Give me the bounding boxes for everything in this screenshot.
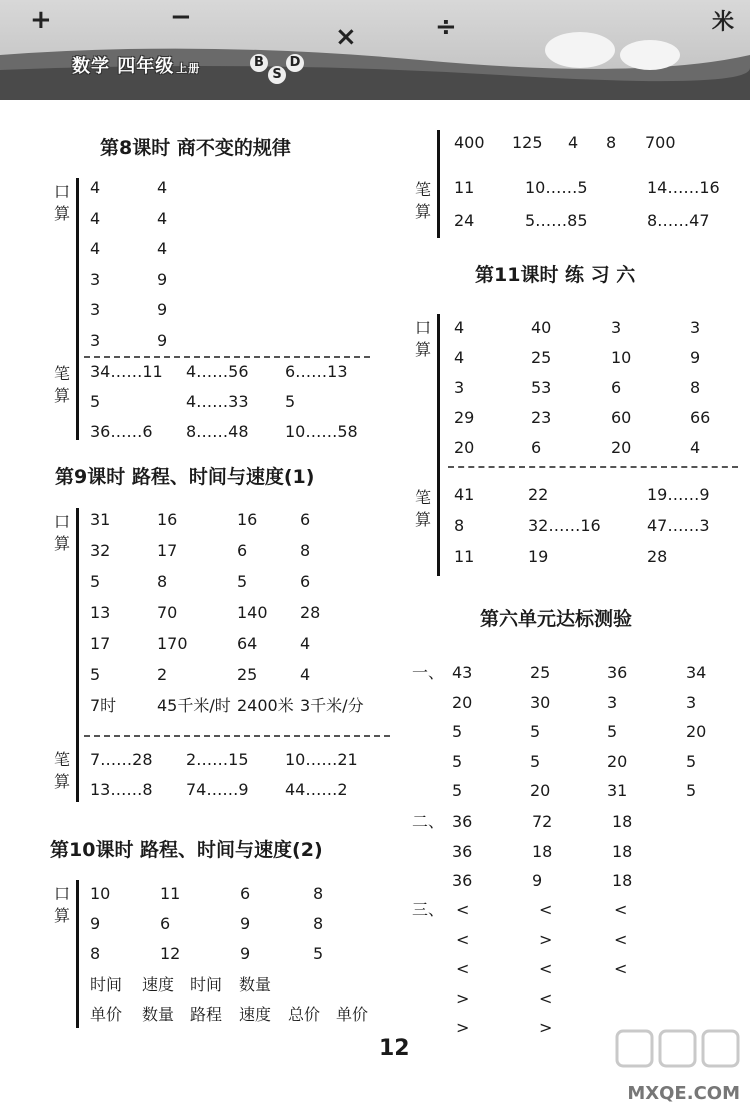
- bisuan-label: 笔: [53, 364, 70, 383]
- answer-cell: 9: [690, 348, 701, 367]
- answer-cell: 3: [90, 331, 101, 350]
- answer-cell: 5: [237, 572, 248, 591]
- answer-cell: 36……6: [90, 422, 153, 441]
- answer-cell: 10: [611, 348, 632, 367]
- answer-cell: 72: [532, 812, 553, 831]
- answer-cell: 13……8: [90, 780, 153, 799]
- answer-cell: 2: [157, 665, 168, 684]
- vertical-rule: [76, 508, 79, 802]
- answer-cell: 9: [240, 914, 251, 933]
- answer-cell: >: [456, 989, 470, 1008]
- answer-cell: 18: [612, 871, 633, 890]
- answer-cell: 3: [607, 693, 618, 712]
- answer-cell: 8: [313, 914, 324, 933]
- answer-cell: 9: [532, 871, 543, 890]
- answer-cell: 6: [300, 572, 311, 591]
- kousuan-label: 口: [53, 884, 70, 903]
- answer-cell: 4……56: [186, 362, 249, 381]
- answer-cell: 19……9: [647, 485, 710, 504]
- answer-cell: 20: [452, 693, 473, 712]
- answer-cell: 400: [454, 133, 485, 152]
- answer-cell: 6: [531, 438, 542, 457]
- lesson-9-title: 第9课时 路程、时间与速度(1): [55, 466, 315, 488]
- answer-cell: 5……85: [525, 211, 588, 230]
- answer-cell: 8: [313, 884, 324, 903]
- answer-cell: <: [456, 900, 470, 919]
- answer-cell: 23: [531, 408, 552, 427]
- answer-cell: 13: [90, 603, 111, 622]
- vertical-rule: [437, 314, 440, 576]
- lesson-8-title: 第8课时 商不变的规律: [100, 137, 291, 159]
- answer-cell: 6: [300, 510, 311, 529]
- watermark-text: MXQE.COM: [627, 1083, 740, 1104]
- answer-cell: 700: [645, 133, 676, 152]
- answer-cell: 29: [454, 408, 475, 427]
- answer-cell: 5: [313, 944, 324, 963]
- answer-cell: 47……3: [647, 516, 710, 535]
- kousuan-label: 算: [414, 340, 431, 359]
- answer-cell: 43: [452, 663, 473, 682]
- answer-cell: 28: [300, 603, 321, 622]
- answer-cell: 11: [454, 547, 475, 566]
- answer-cell: 速度: [239, 1005, 272, 1024]
- answer-cell: 5: [530, 722, 541, 741]
- answer-cell: 19: [528, 547, 549, 566]
- section-label-2: 二、: [412, 812, 445, 831]
- answer-cell: 10: [90, 884, 111, 903]
- answer-cell: 10……58: [285, 422, 358, 441]
- answer-cell: 9: [157, 331, 168, 350]
- answer-cell: 7时: [90, 696, 117, 715]
- lesson-11-title: 第11课时 练 习 六: [475, 264, 636, 286]
- answer-cell: 7……28: [90, 750, 153, 769]
- answer-cell: 9: [90, 914, 101, 933]
- answer-cell: 路程: [190, 1005, 223, 1024]
- unit-test-title: 第六单元达标测验: [480, 608, 633, 630]
- logo-letter-s: S: [268, 66, 286, 84]
- answer-cell: 8: [157, 572, 168, 591]
- answer-cell: 5: [90, 665, 101, 684]
- answer-cell: >: [456, 1018, 470, 1037]
- header-banner: [0, 0, 750, 105]
- answer-cell: 12: [160, 944, 181, 963]
- answer-cell: 2400米: [237, 696, 294, 715]
- bisuan-label: 算: [53, 772, 70, 791]
- answer-cell: 20: [686, 722, 707, 741]
- answer-cell: 3: [686, 693, 697, 712]
- answer-cell: 36: [452, 871, 473, 890]
- answer-cell: 8……47: [647, 211, 710, 230]
- answer-cell: 31: [90, 510, 111, 529]
- answer-cell: 25: [531, 348, 552, 367]
- answer-cell: 8: [454, 516, 465, 535]
- answer-cell: 6……13: [285, 362, 348, 381]
- bisuan-label: 笔: [53, 750, 70, 769]
- answer-cell: 数量: [142, 1005, 175, 1024]
- answer-cell: <: [614, 959, 628, 978]
- answer-cell: 66: [690, 408, 711, 427]
- answer-cell: 60: [611, 408, 632, 427]
- answer-cell: 20: [530, 781, 551, 800]
- answer-cell: 10……5: [525, 178, 588, 197]
- answer-cell: 20: [611, 438, 632, 457]
- answer-cell: 4: [690, 438, 701, 457]
- answer-cell: 36: [452, 812, 473, 831]
- answer-cell: 70: [157, 603, 178, 622]
- answer-cell: 4: [90, 209, 101, 228]
- answer-cell: 45千米/时: [157, 696, 231, 715]
- answer-cell: 8: [300, 541, 311, 560]
- answer-cell: 5: [452, 752, 463, 771]
- answer-cell: 4: [157, 178, 168, 197]
- answer-cell: 34: [686, 663, 707, 682]
- answer-cell: 3: [454, 378, 465, 397]
- answer-cell: 30: [530, 693, 551, 712]
- answer-cell: 4: [90, 239, 101, 258]
- answer-cell: 5: [607, 722, 618, 741]
- answer-cell: 31: [607, 781, 628, 800]
- answer-cell: 22: [528, 485, 549, 504]
- vertical-rule: [437, 130, 440, 238]
- dashed-divider: [448, 466, 738, 468]
- bisuan-label: 算: [53, 386, 70, 405]
- answer-cell: 9: [157, 270, 168, 289]
- answer-cell: <: [539, 959, 553, 978]
- answer-cell: 64: [237, 634, 258, 653]
- answer-cell: 4: [157, 239, 168, 258]
- answer-cell: 4: [568, 133, 579, 152]
- answer-cell: 5: [686, 752, 697, 771]
- answer-cell: 6: [237, 541, 248, 560]
- answer-cell: 28: [647, 547, 668, 566]
- answer-cell: 11: [454, 178, 475, 197]
- answer-cell: <: [614, 930, 628, 949]
- answer-cell: 时间: [90, 975, 123, 994]
- bisuan-label: 算: [414, 510, 431, 529]
- bisuan-label: 笔: [414, 488, 431, 507]
- answer-cell: 4: [454, 318, 465, 337]
- answer-cell: 14……16: [647, 178, 720, 197]
- answer-cell: 5: [686, 781, 697, 800]
- kousuan-label: 算: [53, 906, 70, 925]
- answer-cell: 3: [90, 270, 101, 289]
- logo-letter-d: D: [286, 54, 304, 72]
- answer-cell: 74……9: [186, 780, 249, 799]
- answer-cell: 16: [157, 510, 178, 529]
- answer-cell: >: [539, 1018, 553, 1037]
- vertical-rule: [76, 178, 79, 440]
- kousuan-label: 口: [53, 512, 70, 531]
- times-icon: ×: [335, 22, 357, 52]
- answer-cell: 3: [690, 318, 701, 337]
- answer-cell: 8: [90, 944, 101, 963]
- answer-cell: 170: [157, 634, 188, 653]
- answer-cell: 34……11: [90, 362, 163, 381]
- answer-cell: 18: [532, 842, 553, 861]
- answer-cell: 6: [160, 914, 171, 933]
- answer-cell: 25: [237, 665, 258, 684]
- answer-cell: <: [539, 989, 553, 1008]
- answer-cell: <: [539, 900, 553, 919]
- answer-cell: 5: [90, 392, 101, 411]
- banner-title: 数学 四年级 上册: [72, 56, 201, 77]
- answer-cell: 时间: [190, 975, 223, 994]
- answer-cell: 36: [607, 663, 628, 682]
- answer-cell: 4: [300, 665, 311, 684]
- answer-cell: 20: [607, 752, 628, 771]
- answer-cell: 3: [611, 318, 622, 337]
- answer-cell: 8: [690, 378, 701, 397]
- answer-cell: 10……21: [285, 750, 358, 769]
- answer-cell: 总价: [288, 1005, 321, 1024]
- answer-cell: 24: [454, 211, 475, 230]
- kousuan-label: 算: [53, 204, 70, 223]
- kousuan-label: 口: [53, 182, 70, 201]
- answer-cell: 6: [240, 884, 251, 903]
- answer-cell: 18: [612, 842, 633, 861]
- dashed-divider: [84, 735, 390, 737]
- logo-letter-b: B: [250, 54, 268, 72]
- vertical-rule: [76, 880, 79, 1028]
- page-number: 12: [379, 1036, 410, 1061]
- plus-icon: +: [30, 5, 52, 35]
- divide-icon: ÷: [435, 12, 457, 42]
- kousuan-label: 算: [53, 534, 70, 553]
- answer-cell: 单价: [336, 1005, 369, 1024]
- kousuan-label: 口: [414, 318, 431, 337]
- bisuan-label: 算: [414, 202, 431, 221]
- answer-cell: 6: [611, 378, 622, 397]
- answer-cell: 140: [237, 603, 268, 622]
- asterisk-icon: 米: [712, 10, 735, 35]
- answer-cell: 20: [454, 438, 475, 457]
- answer-cell: 3千米/分: [300, 696, 364, 715]
- answer-cell: 18: [612, 812, 633, 831]
- answer-cell: 4: [157, 209, 168, 228]
- answer-cell: 36: [452, 842, 473, 861]
- dashed-divider: [84, 356, 370, 358]
- answer-cell: 速度: [142, 975, 175, 994]
- answer-cell: 4: [454, 348, 465, 367]
- answer-cell: 数量: [239, 975, 272, 994]
- answer-cell: 32: [90, 541, 111, 560]
- answer-cell: 4: [90, 178, 101, 197]
- answer-cell: 44……2: [285, 780, 348, 799]
- answer-cell: 17: [90, 634, 111, 653]
- section-label-1: 一、: [412, 663, 445, 682]
- answer-cell: 9: [240, 944, 251, 963]
- answer-cell: >: [539, 930, 553, 949]
- minus-icon: −: [170, 2, 192, 32]
- answer-cell: 5: [452, 781, 463, 800]
- answer-cell: 8……48: [186, 422, 249, 441]
- answer-cell: 2……15: [186, 750, 249, 769]
- answer-cell: 25: [530, 663, 551, 682]
- answer-cell: <: [456, 959, 470, 978]
- answer-cell: 3: [90, 300, 101, 319]
- answer-cell: 5: [452, 722, 463, 741]
- answer-cell: 4: [300, 634, 311, 653]
- answer-cell: 40: [531, 318, 552, 337]
- answer-cell: 单价: [90, 1005, 123, 1024]
- answer-cell: 125: [512, 133, 543, 152]
- answer-cell: 9: [157, 300, 168, 319]
- lesson-10-title: 第10课时 路程、时间与速度(2): [50, 839, 323, 861]
- answer-cell: 5: [90, 572, 101, 591]
- answer-cell: 5: [285, 392, 296, 411]
- answer-cell: 8: [606, 133, 617, 152]
- bisuan-label: 笔: [414, 180, 431, 199]
- answer-cell: 41: [454, 485, 475, 504]
- answer-cell: 32……16: [528, 516, 601, 535]
- answer-cell: 53: [531, 378, 552, 397]
- answer-cell: 4……33: [186, 392, 249, 411]
- answer-cell: 17: [157, 541, 178, 560]
- answer-cell: 5: [530, 752, 541, 771]
- section-label-3: 三、: [412, 900, 445, 919]
- answer-cell: 16: [237, 510, 258, 529]
- answer-cell: 11: [160, 884, 181, 903]
- answer-cell: <: [456, 930, 470, 949]
- answer-cell: <: [614, 900, 628, 919]
